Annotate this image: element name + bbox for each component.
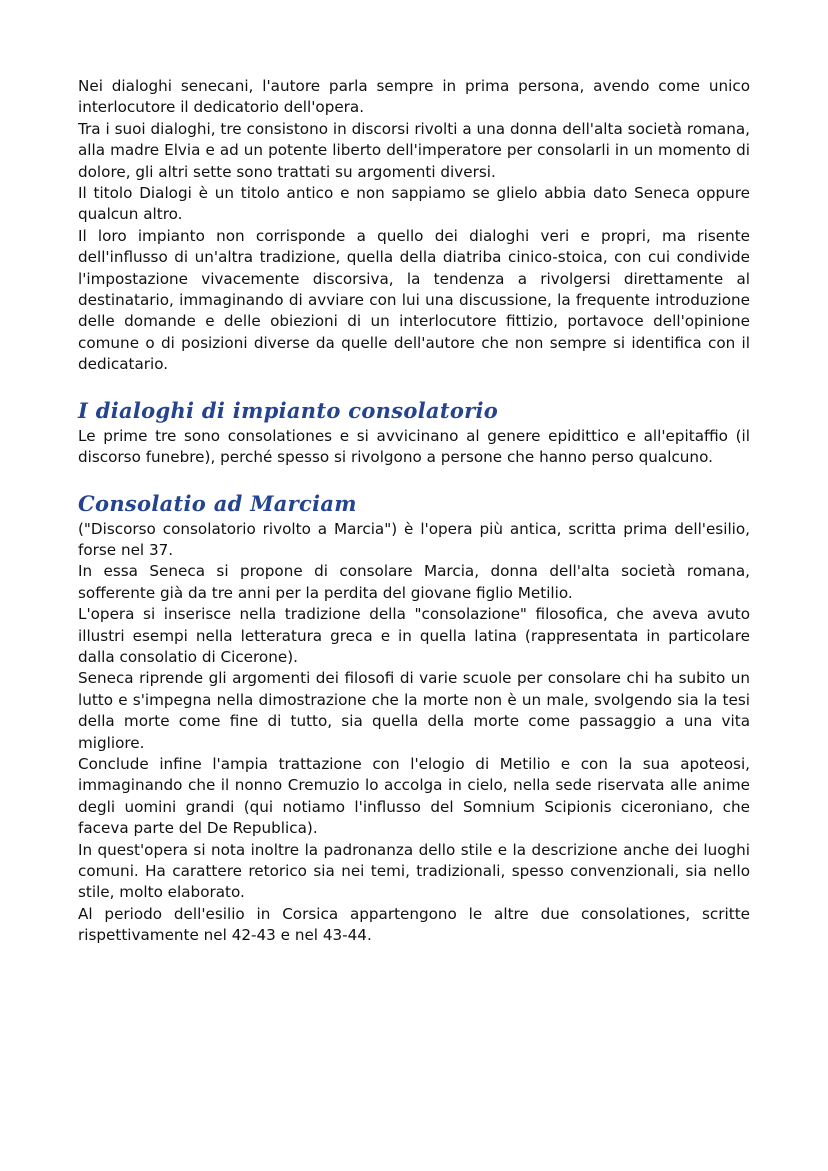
marciam-paragraph-6: In quest'opera si nota inoltre la padronanza dello stile e la descrizione anche dei luoghi comuni. Ha carattere retorico sia nei temi, tradizionali, spesso convenzionali, sia nello stile, molto elaborato. bbox=[78, 840, 750, 902]
marciam-paragraph-2: In essa Seneca si propone di consolare Marcia, donna dell'alta società romana, sofferente già da tre anni per la perdita del giovane figlio Metilio. bbox=[78, 562, 750, 602]
intro-paragraph-3: Il titolo Dialogi è un titolo antico e non sappiamo se glielo abbia dato Seneca oppure qualcun altro. bbox=[78, 184, 750, 224]
document-page bbox=[78, 76, 750, 947]
marciam-paragraph-4: Seneca riprende gli argomenti dei filosofi di varie scuole per consolare chi ha subito un lutto e s'impegna nella dimostrazione che la morte non è un male, svolgendo sia la tesi della morte come fine di tutto, sia quella della morte come passaggio a una vita migliore. bbox=[78, 669, 750, 752]
marciam-paragraph-1: ("Discorso consolatorio rivolto a Marcia") è l'opera più antica, scritta prima dell'esilio, forse nel 37. bbox=[78, 519, 750, 559]
section-heading-marciam: Consolatio ad Marciam bbox=[78, 490, 357, 516]
intro-paragraph-1: Nei dialoghi senecani, l'autore parla sempre in prima persona, avendo come unico interlocutore il dedicatorio dell'opera. bbox=[78, 77, 750, 117]
section-heading-consolatorio: I dialoghi di impianto consolatorio bbox=[78, 397, 499, 423]
intro-paragraph-2: Tra i suoi dialoghi, tre consistono in discorsi rivolti a una donna dell'alta società romana, alla madre Elvia e ad un potente liberto dell'imperatore per consolarli in un momento di dolore, gli altri sette sono trattati su argomenti diversi. bbox=[78, 119, 750, 181]
section-consolatorio-text: Le prime tre sono consolationes e si avvicinano al genere epidittico e all'epitaffio (il discorso funebre), perché spesso si rivolgono a persone che hanno perso qualcuno. bbox=[78, 426, 750, 467]
intro-paragraph-4: Il loro impianto non corrisponde a quello dei dialoghi veri e propri, ma risente dell'influsso di un'altra tradizione, quella della diatriba cinico-stoica, con cui condivide l'impostazione vivacemente discorsiva, la tendenza a rivolgersi direttamente al destinatario, immaginando di avviare con lui una discussione, la frequente introduzione delle domande e delle obiezioni di un interlocutore fittizio, portavoce dell'opinione comune o di posizioni diverse da quelle dell'autore che non sempre si identifica con il dedicatario. bbox=[78, 226, 750, 374]
marciam-paragraph-5: Conclude infine l'ampia trattazione con l'elogio di Metilio e con la sua apoteosi, immaginando che il nonno Cremuzio lo accolga in cielo, nella sede riservata alle anime degli uomini grandi (qui notiamo l'influsso del Somnium Scipionis ciceroniano, che faceva parte del De Republica). bbox=[78, 754, 750, 838]
marciam-paragraph-3: L'opera si inserisce nella tradizione della "consolazione" filosofica, che aveva avuto illustri esempi nella letteratura greca e in quella latina (rappresentata in particolare dalla consolatio di Cicerone). bbox=[78, 605, 750, 666]
marciam-paragraph-7: Al periodo dell'esilio in Corsica appartengono le altre due consolationes, scritte rispettivamente nel 42-43 e nel 43-44. bbox=[78, 904, 750, 945]
